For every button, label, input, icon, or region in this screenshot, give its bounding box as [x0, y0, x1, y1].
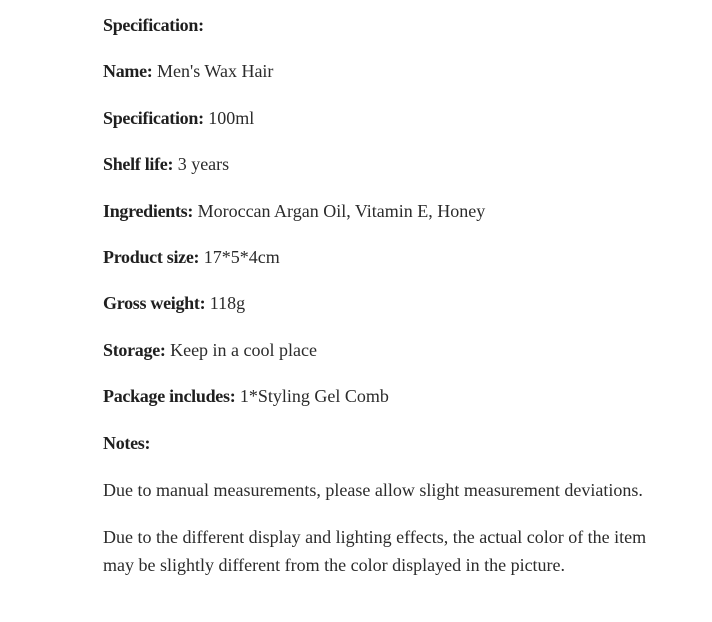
spec-row-name [103, 58, 663, 85]
spec-value: 3 years [177, 154, 230, 175]
spec-label: Gross weight: [103, 293, 206, 314]
spec-row-shelf-life [103, 151, 663, 178]
notes-heading-line [103, 430, 663, 457]
spec-value: Moroccan Argan Oil, Vitamin E, Honey [197, 200, 486, 221]
spec-label: Package includes: [103, 386, 236, 407]
spec-label: Specification: [103, 107, 204, 128]
spec-label: Product size: [103, 246, 200, 267]
spec-heading-line [103, 12, 663, 39]
product-specification [103, 12, 663, 598]
spec-row-gross-weight [103, 290, 663, 317]
spec-label: Storage: [103, 339, 166, 360]
spec-heading: Specification: [103, 15, 204, 35]
spec-value: 100ml [208, 107, 255, 128]
spec-label: Shelf life: [103, 154, 174, 175]
spec-value: 17*5*4cm [203, 246, 280, 267]
spec-row-product-size [103, 244, 663, 271]
note-color: Due to the different display and lighting effects, the actual color of the item may be slightly different from the color displayed in the picture. [103, 526, 647, 575]
spec-row-specification [103, 105, 663, 132]
spec-value: Men's Wax Hair [156, 61, 274, 82]
spec-value: 1*Styling Gel Comb [239, 386, 389, 407]
spec-row-storage [103, 337, 663, 364]
spec-label: Ingredients: [103, 200, 194, 221]
spec-label: Name: [103, 61, 153, 82]
spec-row-package-includes [103, 383, 663, 410]
spec-row-ingredients [103, 198, 663, 225]
note-measurement: Due to manual measurements, please allow slight measurement deviations. [103, 479, 643, 500]
spec-value: 118g [209, 293, 246, 314]
spec-value: Keep in a cool place [170, 339, 318, 360]
notes-heading: Notes: [103, 432, 151, 453]
